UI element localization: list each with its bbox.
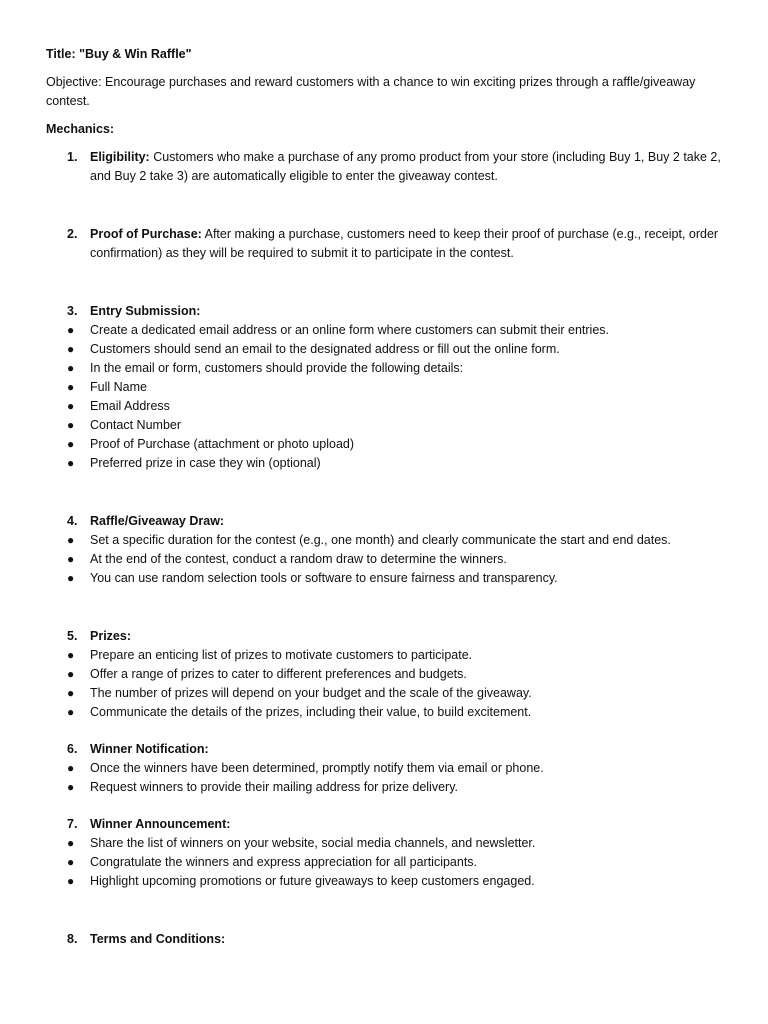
list-item: ● Set a specific duration for the contest (e.g., one month) and clearly communicate the start and end dates. [46,531,728,550]
bullet-icon: ● [67,323,75,337]
section-heading: Winner Notification: [90,742,209,756]
list-item: ● Offer a range of prizes to cater to different preferences and budgets. [46,665,728,684]
list-item: ● Full Name [46,378,728,397]
bullet-icon: ● [67,571,75,585]
document-title: Title: "Buy & Win Raffle" [46,47,192,61]
section-number: 6. [67,742,78,756]
section-number: 4. [67,514,78,528]
bullet-icon: ● [67,705,75,719]
bullet-icon: ● [67,533,75,547]
section-heading: Eligibility: [90,150,150,164]
section-number: 7. [67,817,78,831]
section-heading: Proof of Purchase: [90,227,202,241]
bullet-icon: ● [67,380,75,394]
list-item: ● Congratulate the winners and express appreciation for all participants. [46,853,728,872]
mechanics-heading: Mechanics: [46,122,115,136]
section-heading: Prizes: [90,629,131,643]
list-item: ● Email Address [46,397,728,416]
bullet-icon: ● [67,780,75,794]
section-number: 2. [67,227,78,241]
objective-text: Objective: Encourage purchases and reward customers with a chance to win exciting prizes through a raffle/giveaway contest. [46,75,696,108]
list-item: ● Highlight upcoming promotions or future giveaways to keep customers engaged. [46,872,728,891]
bullet-icon: ● [67,648,75,662]
list-item: ● Request winners to provide their mailing address for prize delivery. [46,778,728,797]
bullet-icon: ● [67,667,75,681]
section-prizes [46,627,728,646]
bullet-icon: ● [67,761,75,775]
section-text: Customers who make a purchase of any promo product from your store (including Buy 1, Buy 2 take 2, and Buy 2 take 3) are automatically eligible to enter the giveaway contest. [90,150,721,183]
bullet-icon: ● [67,456,75,470]
bullet-icon: ● [67,552,75,566]
bullet-icon: ● [67,836,75,850]
section-eligibility [46,148,728,186]
section-winner-notification [46,740,728,759]
list-item: ● Once the winners have been determined, promptly notify them via email or phone. [46,759,728,778]
section-heading: Terms and Conditions: [90,932,226,946]
section-terms-and-conditions [46,930,728,949]
section-heading: Entry Submission: [90,304,201,318]
bullet-icon: ● [67,361,75,375]
section-heading: Raffle/Giveaway Draw: [90,514,225,528]
section-raffle-draw [46,512,728,531]
section-number: 3. [67,304,78,318]
list-item: ● Create a dedicated email address or an online form where customers can submit their entries. [46,321,728,340]
list-item: ● Prepare an enticing list of prizes to motivate customers to participate. [46,646,728,665]
section-number: 1. [67,150,78,164]
section-number: 8. [67,932,78,946]
list-item: ● In the email or form, customers should provide the following details: [46,359,728,378]
list-item: ● Communicate the details of the prizes, including their value, to build excitement. [46,703,728,722]
list-item: ● At the end of the contest, conduct a random draw to determine the winners. [46,550,728,569]
section-text: After making a purchase, customers need to keep their proof of purchase (e.g., receipt, order confirmation) as they will be required to submit it to participate in the contest. [90,227,719,260]
section-number: 5. [67,629,78,643]
list-item: ● Contact Number [46,416,728,435]
bullet-icon: ● [67,686,75,700]
list-item: ● Preferred prize in case they win (optional) [46,454,728,473]
bullet-icon: ● [67,437,75,451]
list-item: ● The number of prizes will depend on your budget and the scale of the giveaway. [46,684,728,703]
section-heading: Winner Announcement: [90,817,231,831]
bullet-icon: ● [67,399,75,413]
list-item: ● You can use random selection tools or software to ensure fairness and transparency. [46,569,728,588]
list-item: ● Share the list of winners on your website, social media channels, and newsletter. [46,834,728,853]
section-entry-submission [46,302,728,321]
section-proof-of-purchase [46,225,728,263]
bullet-icon: ● [67,855,75,869]
list-item: ● Proof of Purchase (attachment or photo upload) [46,435,728,454]
list-item: ● Customers should send an email to the designated address or fill out the online form. [46,340,728,359]
bullet-icon: ● [67,342,75,356]
section-winner-announcement [46,815,728,834]
bullet-icon: ● [67,874,75,888]
bullet-icon: ● [67,418,75,432]
